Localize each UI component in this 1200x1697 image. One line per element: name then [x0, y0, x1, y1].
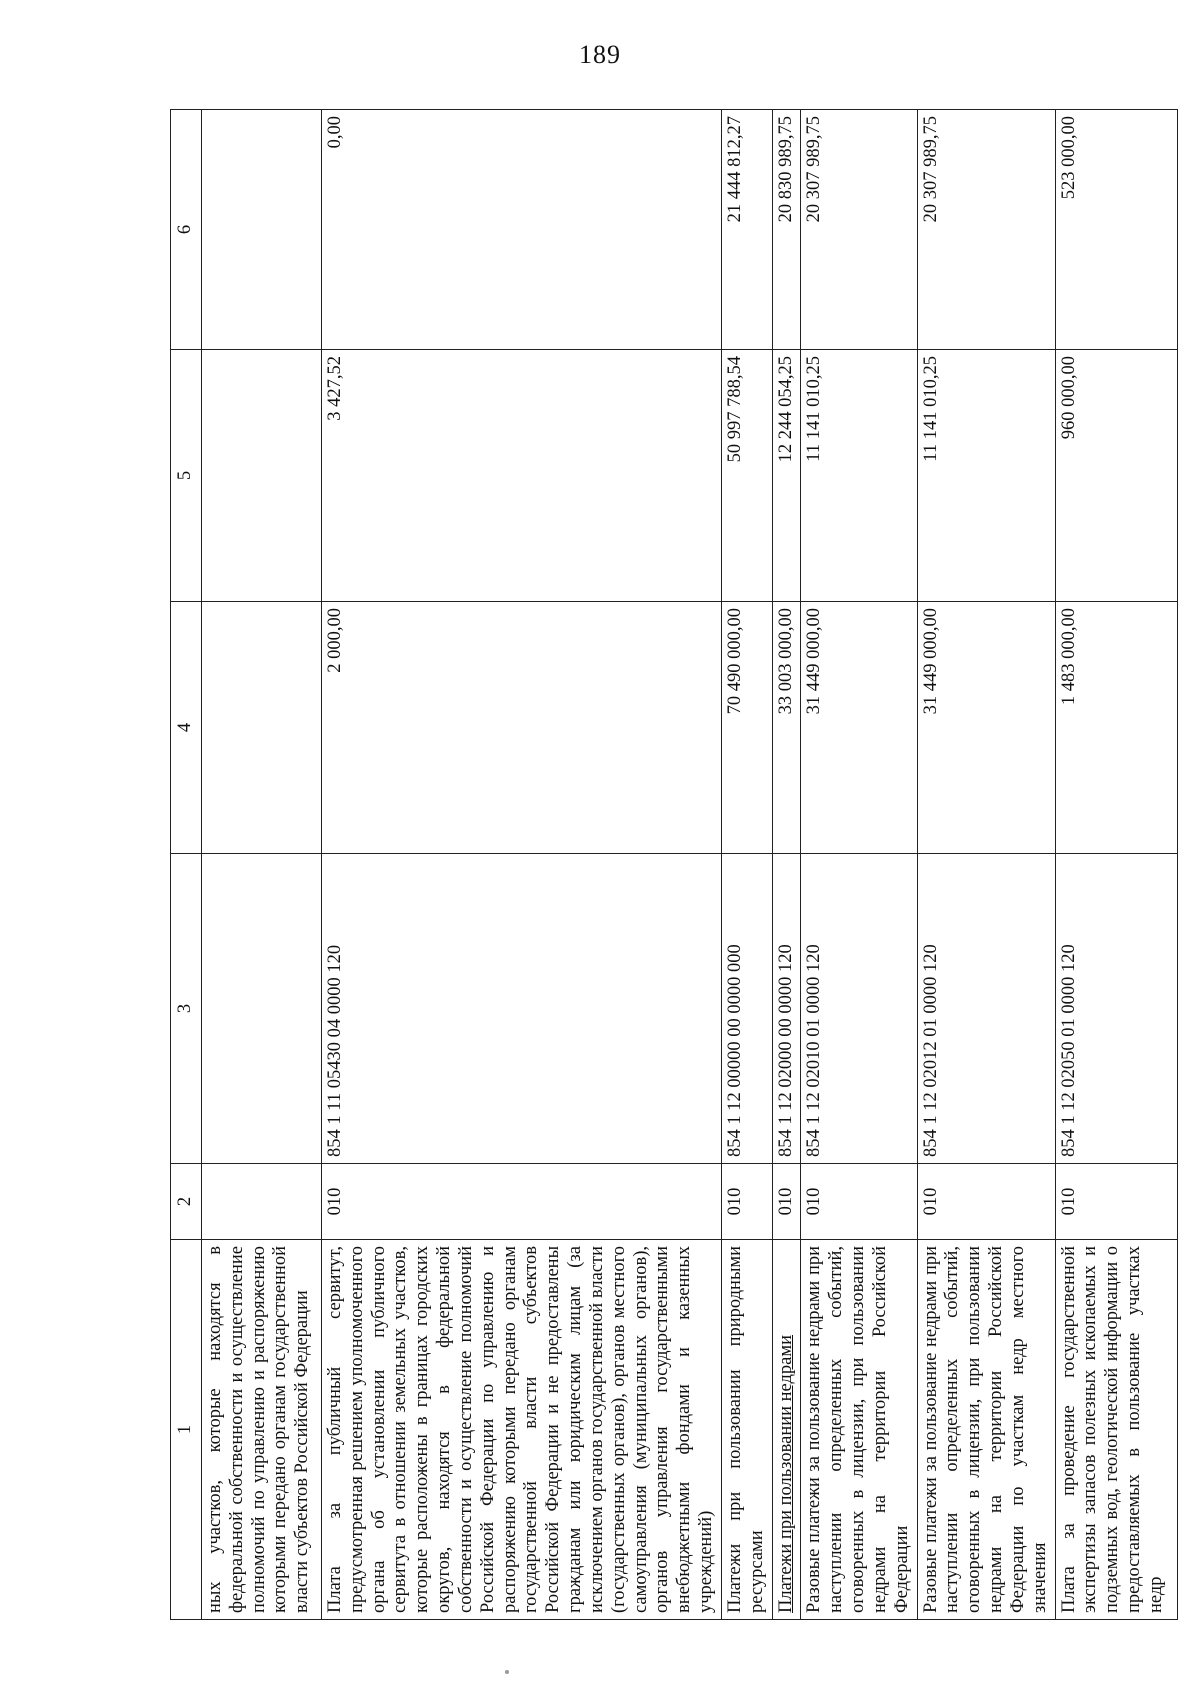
header-cell: 2 — [171, 1164, 202, 1240]
row-col4 — [202, 602, 322, 854]
row-col6: 20 830 989,75 — [772, 110, 801, 350]
header-cell: 5 — [171, 350, 202, 602]
row-col5: 11 141 010,25 — [801, 350, 917, 602]
row-col6: 0,00 — [322, 110, 722, 350]
row-col6: 21 444 812,27 — [721, 110, 772, 350]
row-col4: 2 000,00 — [322, 602, 722, 854]
header-cell: 1 — [171, 1240, 202, 1620]
row-col6: 20 307 989,75 — [801, 110, 917, 350]
row-kbk: 854 1 11 05430 04 0000 120 — [322, 854, 722, 1164]
row-kbk: 854 1 12 02012 01 0000 120 — [917, 854, 1055, 1164]
table-row — [322, 110, 722, 1620]
scan-dot — [505, 1670, 509, 1674]
row-col5 — [202, 350, 322, 602]
row-col5: 11 141 010,25 — [917, 350, 1055, 602]
row-name: Платежи при пользовании недрами — [772, 1240, 801, 1620]
row-code: 010 — [322, 1164, 722, 1240]
row-col4: 70 490 000,00 — [721, 602, 772, 854]
row-col5: 50 997 788,54 — [721, 350, 772, 602]
row-name: Разовые платежи за пользование недрами при наступлении определенных событий, оговоренных в лицензии, при пользовании недрами на территории Российской Федерации — [801, 1240, 917, 1620]
header-cell: 6 — [171, 110, 202, 350]
row-col5: 3 427,52 — [322, 350, 722, 602]
row-code: 010 — [1055, 1164, 1177, 1240]
row-col4: 1 483 000,00 — [1055, 602, 1177, 854]
row-col6: 20 307 989,75 — [917, 110, 1055, 350]
table-row — [801, 110, 917, 1620]
row-col5: 960 000,00 — [1055, 350, 1177, 602]
table-row — [721, 110, 772, 1620]
row-name: Разовые платежи за пользование недрами при наступлении определенных событий, оговоренных в лицензии, при пользовании недрами на территории Российской Федерации по участкам недр местного значения — [917, 1240, 1055, 1620]
row-kbk: 854 1 12 02010 01 0000 120 — [801, 854, 917, 1164]
row-kbk: 854 1 12 00000 00 0000 000 — [721, 854, 772, 1164]
row-col6 — [202, 110, 322, 350]
budget-table — [170, 109, 1178, 1620]
table-row — [917, 110, 1055, 1620]
row-code: 010 — [917, 1164, 1055, 1240]
row-col4: 31 449 000,00 — [917, 602, 1055, 854]
row-kbk: 854 1 12 02050 01 0000 120 — [1055, 854, 1177, 1164]
row-kbk — [202, 854, 322, 1164]
page-number: 189 — [579, 40, 621, 69]
row-col4: 33 003 000,00 — [772, 602, 801, 854]
row-code: 010 — [772, 1164, 801, 1240]
row-code — [202, 1164, 322, 1240]
row-col6: 523 000,00 — [1055, 110, 1177, 350]
header-cell: 3 — [171, 854, 202, 1164]
table-row — [772, 110, 801, 1620]
table-row — [1055, 110, 1177, 1620]
row-code: 010 — [801, 1164, 917, 1240]
row-col5: 12 244 054,25 — [772, 350, 801, 602]
row-name: ных участков, которые находятся в федеральной собственности и осуществление полномочий по управлению и распоряжению которыми передано органам государственной власти субъектов Российской Федерации — [202, 1240, 322, 1620]
row-name: Плата за публичный сервитут, предусмотренная решением уполномоченного органа об установлении публичного сервитута в отношении земельных участков, которые расположены в границах городских округов, находятся в федеральной собственности и осуществление полномочий Российской Федерации по управлению и распоряжению которыми передано органам государственной власти субъектов Российской Федерации и не предоставлены гражданам или юридическим лицам (за исключением органов государственной власти (государственных органов), органов местного самоуправления (муниципальных органов), органов управления государственными внебюджетными фондами и казенных учреждений) — [322, 1240, 722, 1620]
table-header-row — [171, 110, 202, 1620]
header-cell: 4 — [171, 602, 202, 854]
row-kbk: 854 1 12 02000 00 0000 120 — [772, 854, 801, 1164]
row-name: Плата за проведение государственной экспертизы запасов полезных ископаемых и подземных вод, геологической информации о предоставляемых в пользование участках недр — [1055, 1240, 1177, 1620]
table-row — [202, 110, 322, 1620]
row-col4: 31 449 000,00 — [801, 602, 917, 854]
row-code: 010 — [721, 1164, 772, 1240]
rotated-table-container — [170, 110, 1166, 1620]
row-name: Платежи при пользовании природными ресурсами — [721, 1240, 772, 1620]
